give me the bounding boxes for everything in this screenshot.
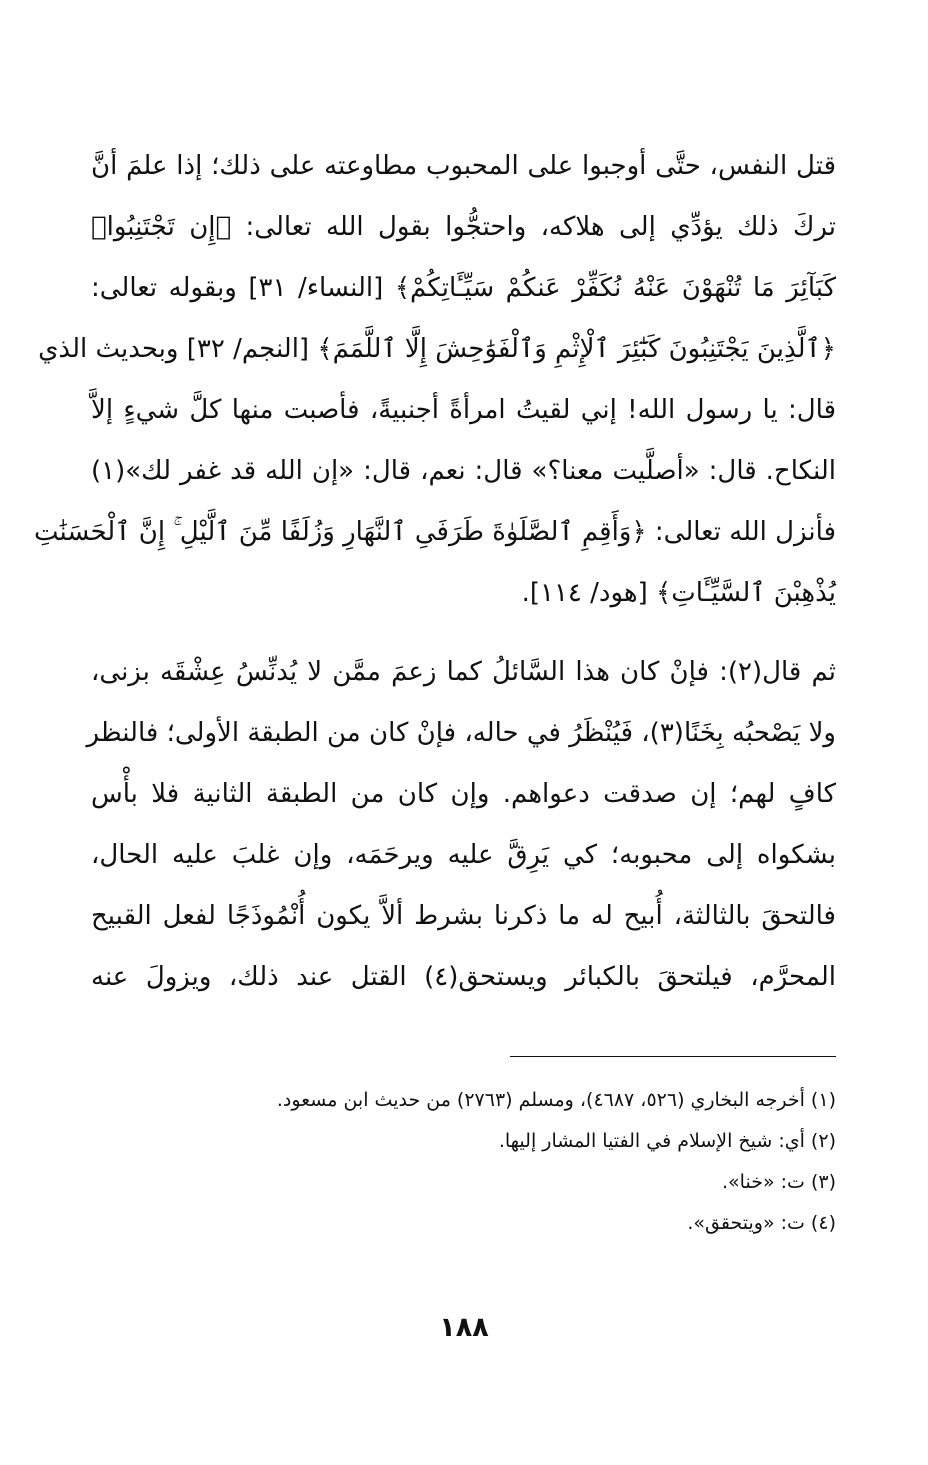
- footnote-item: (٤) ت: «ويتحقق».: [687, 1212, 836, 1234]
- text-line: ﴿ٱلَّذِينَ يَجْتَنِبُونَ كَبَٰٓئِرَ ٱلْإِثْمِ وَٱلْفَوَٰحِشَ إِلَّا ٱللَّمَمَ﴾ [النجم/ ٣٢] وبحديث الذي: [38, 334, 836, 364]
- footnote-divider: [510, 1056, 836, 1057]
- text-line: قتل النفس، حتَّى أوجبوا على المحبوب مطاوعته على ذلك؛ إذا علمَ أنَّ: [91, 151, 836, 181]
- text-line: فأنزل الله تعالى: ﴿وَأَقِمِ ٱلصَّلَوٰةَ طَرَفَىِ ٱلنَّهَارِ وَزُلَفًا مِّنَ ٱلَّيْلِ ۚ إِنَّ ٱلْحَسَنَٰتِ: [33, 517, 836, 547]
- text-line: تركَ ذلك يؤدِّي إلى هلاكه، واحتجُّوا بقول الله تعالى: ﴿إِن تَجْتَنِبُوا۟: [91, 212, 836, 242]
- text-line: قال: يا رسول الله! إني لقيتُ امرأةً أجنبيةً، فأصبت منها كلَّ شيءٍ إلاَّ: [91, 395, 836, 425]
- text-line: يُذْهِبْنَ ٱلسَّيِّـَٔاتِ﴾ [هود/ ١١٤].: [521, 578, 836, 608]
- footnote-item: (٣) ت: «خنا».: [722, 1171, 836, 1193]
- text-line: المحرَّم، فيلتحقَ بالكبائر ويستحق(٤) القتل عند ذلك، ويزولَ عنه: [91, 962, 837, 992]
- footnotes: [91, 1080, 836, 1244]
- paragraph-spacer: [91, 624, 836, 642]
- text-line: كافٍ لهم؛ إن صدقت دعواهم. وإن كان من الطبقة الثانية فلا بأْس: [91, 779, 836, 809]
- text-line: ولا يَصْحبُه بِخَنًا(٣)، فَيُنْظَرُ في حاله، فإنْ كان من الطبقة الأولى؛ فالنظر: [86, 718, 836, 748]
- text-line: بشكواه إلى محبوبه؛ كي يَرِقَّ عليه ويرحَمَه، وإن غلبَ عليه الحال،: [91, 840, 836, 870]
- text-line: كَبَآئِرَ مَا تُنْهَوْنَ عَنْهُ نُكَفِّرْ عَنكُمْ سَيِّـَٔاتِكُمْ﴾ [النساء/ ٣١] وبقوله تعالى:: [91, 273, 836, 303]
- page-number: ١٨٨: [439, 1312, 489, 1343]
- main-text: [33, 136, 837, 1008]
- paragraph-1: [33, 136, 836, 624]
- footnote-item: (٢) أي: شيخ الإسلام في الفتيا المشار إليها.: [498, 1130, 836, 1152]
- text-line: النكاح. قال: «أصلَّيت معنا؟» قال: نعم، قال: «إن الله قد غفر لك»(١): [91, 456, 836, 486]
- footnote-item: (١) أخرجه البخاري (٥٢٦، ٤٦٨٧)، ومسلم (٢٧٦٣) من حديث ابن مسعود.: [276, 1089, 836, 1111]
- text-line: ثم قال(٢): فإنْ كان هذا السَّائلُ كما زعمَ ممَّن لا يُدنِّسُ عِشْقَه بزنى،: [91, 657, 836, 687]
- text-line: فالتحقَ بالثالثة، أُبيح له ما ذكرنا بشرط ألاَّ يكون أُنْمُوذَجًا لفعل القبيح: [91, 901, 836, 931]
- paragraph-2: [86, 642, 837, 1008]
